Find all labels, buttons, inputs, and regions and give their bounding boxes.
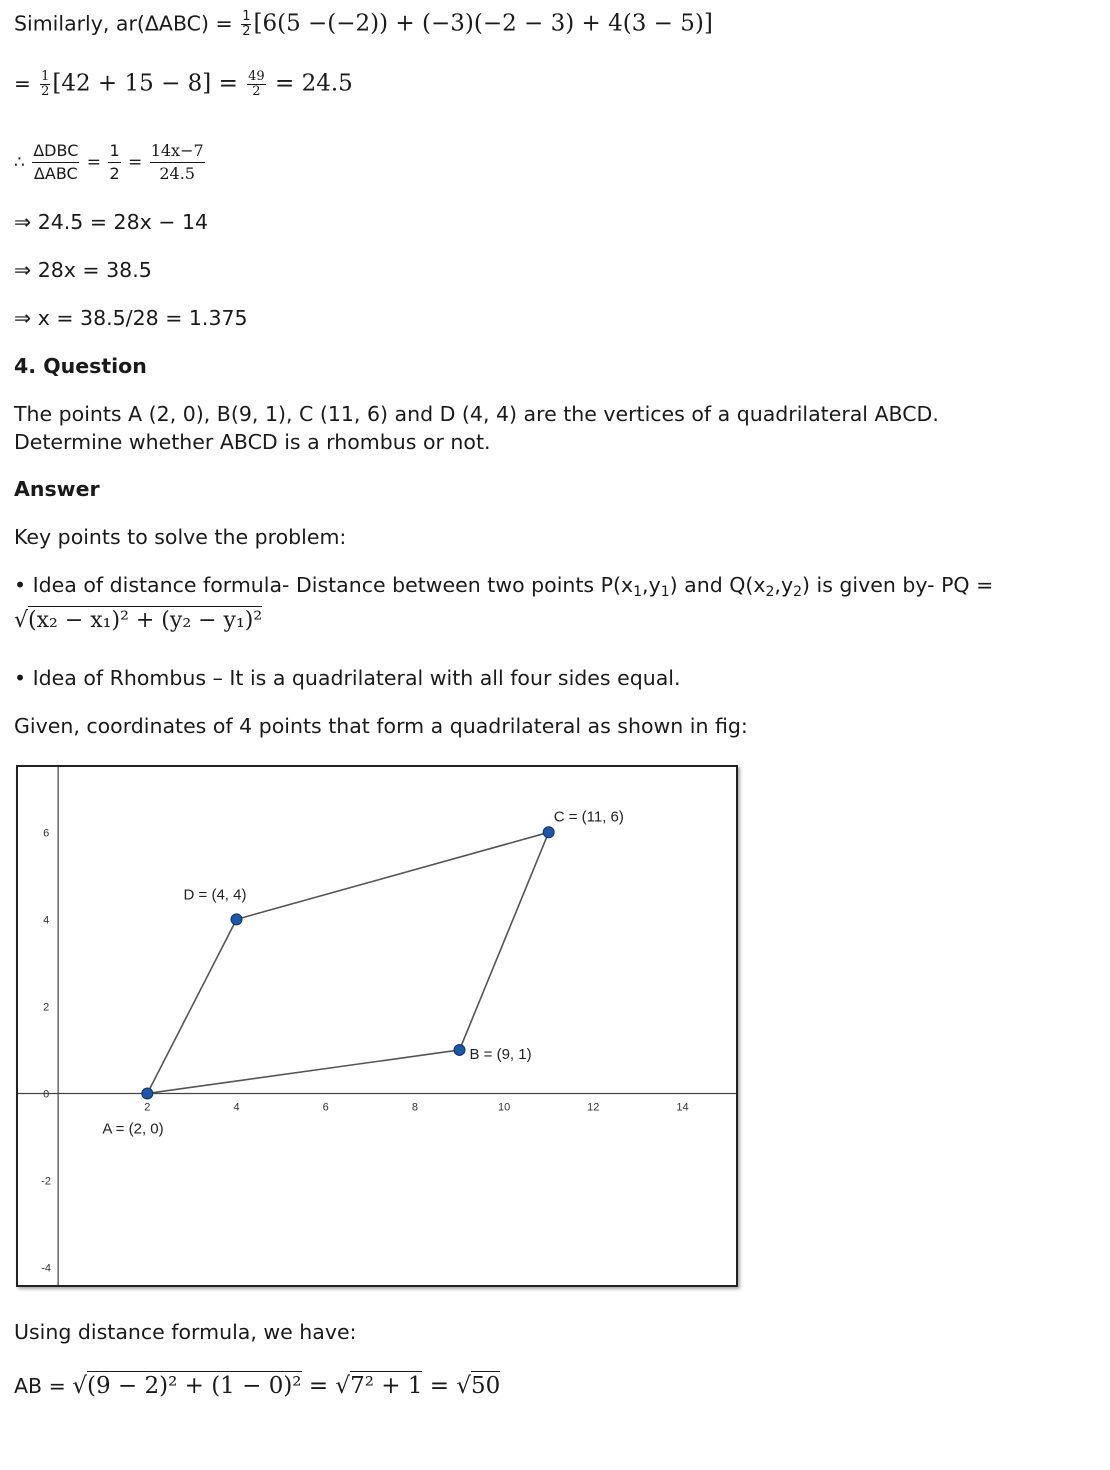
key-points-intro: Key points to solve the problem: [14,525,347,549]
answer-heading: Answer [14,477,100,501]
frac-num: ΔDBC [32,140,79,163]
subscript: 2 [793,584,802,600]
y-tick-label: -4 [41,1262,52,1275]
area-abc-expression: [6(5 −(−2)) + (−3)(−2 − 3) + 4(3 − 5)] [253,10,713,37]
point-label-a: A = (2, 0) [102,1120,164,1138]
therefore-symbol: ∴ [14,152,25,173]
y-tick-label: 2 [43,1001,50,1014]
subscript: 2 [765,584,775,600]
equals-sign: = [14,71,31,96]
equals-sign: = [429,1373,450,1399]
sqrt-icon: √ [456,1373,472,1399]
step-2: ⇒ 28x = 38.5 [14,258,152,282]
point-a [142,1088,153,1099]
given-text: Given, coordinates of 4 points that form a quadrilateral as shown in fig: [14,714,748,738]
frac-den: ΔABC [33,164,78,183]
x-tick-label: 8 [411,1101,418,1114]
point-label-d: D = (4, 4) [183,886,247,904]
point-label-c: C = (11, 6) [553,808,624,826]
x-tick-label: 14 [676,1101,689,1114]
ab-radicand-1: (9 − 2)² + (1 − 0)² [86,1373,302,1399]
sqrt-icon: √ [335,1373,351,1399]
edge-cd [237,832,549,919]
y-tick-label: -2 [41,1175,52,1188]
triangle-ratio-fraction [32,140,79,185]
distance-formula-radicand: (x₂ − x₁)² + (y₂ − y₁)² [28,608,263,633]
frac-den: 24.5 [159,164,195,183]
x-tick-label: 4 [233,1101,240,1114]
y-tick-label: 0 [43,1088,50,1101]
point-label-b: B = (9, 1) [469,1045,532,1063]
forty-nine-half [247,70,266,99]
ab-radicand-2: 7² + 1 [350,1373,423,1399]
frac-num: 1 [242,9,251,24]
area-ratio-fraction [150,140,205,185]
area-abc-result-line [14,70,353,99]
distance-formula [14,608,262,633]
edge-ab [147,1050,459,1094]
frac-den: 2 [41,84,50,99]
equals-sign: = [128,152,143,173]
sum-expression: [42 + 15 − 8] = [52,70,238,97]
equals-sign: = [308,1373,329,1399]
point-d [231,914,242,925]
frac-num: 14x−7 [150,140,205,163]
frac-den: 2 [242,24,251,39]
sqrt-icon: √ [72,1373,87,1399]
area-abc-prefix: Similarly, ar(ΔABC) = [14,11,233,36]
area-result: = 24.5 [275,70,353,97]
half-fraction [241,10,251,39]
ab-radicand-3: 50 [471,1373,501,1399]
x-tick-label: 6 [322,1101,329,1114]
area-abc-line [14,10,713,39]
frac-den: 2 [252,84,261,99]
y-tick-label: 6 [43,827,50,840]
frac-num: 1 [108,140,120,163]
sqrt-icon: √ [14,608,29,633]
bullet-text: ,y [642,573,661,597]
step-1: ⇒ 24.5 = 28x − 14 [14,210,209,234]
x-tick-label: 10 [497,1101,511,1114]
question-heading: 4. Question [14,354,147,378]
question-text-line-1: The points A (2, 0), B(9, 1), C (11, 6) and D (4, 4) are the vertices of a quadrilateral ABCD. [14,402,939,426]
half-fraction-2 [40,70,50,99]
equals-sign: = [86,152,102,173]
half-ratio-fraction [108,140,120,185]
quadrilateral-figure [16,765,738,1287]
using-distance-formula: Using distance formula, we have: [14,1320,357,1344]
subscript: 1 [633,584,643,600]
edge-bc [460,832,549,1050]
y-tick-label: 4 [43,914,50,927]
coordinate-plane [18,767,736,1285]
frac-num: 1 [41,69,50,84]
bullet-text: ) and Q(x [669,573,766,597]
ratio-line [14,140,207,185]
x-tick-label: 2 [144,1101,151,1114]
bullet-text: ,y [774,573,794,597]
point-b [454,1044,465,1055]
step-3: ⇒ x = 38.5/28 = 1.375 [14,306,248,330]
bullet-rhombus: • Idea of Rhombus – It is a quadrilateral with all four sides equal. [14,666,681,690]
frac-den: 2 [109,164,120,183]
bullet-text: • Idea of distance formula- Distance between two points P(x [14,573,634,597]
question-text-line-2: Determine whether ABCD is a rhombus or not. [14,430,491,454]
point-c [543,827,554,838]
bullet-distance-formula [14,573,993,600]
frac-num: 49 [248,69,265,84]
edge-da [147,919,236,1093]
x-tick-label: 12 [587,1101,600,1114]
ab-distance-line [14,1373,500,1399]
ab-label: AB = [14,1374,66,1398]
subscript: 1 [660,584,670,600]
bullet-text: ) is given by- PQ = [802,573,994,597]
